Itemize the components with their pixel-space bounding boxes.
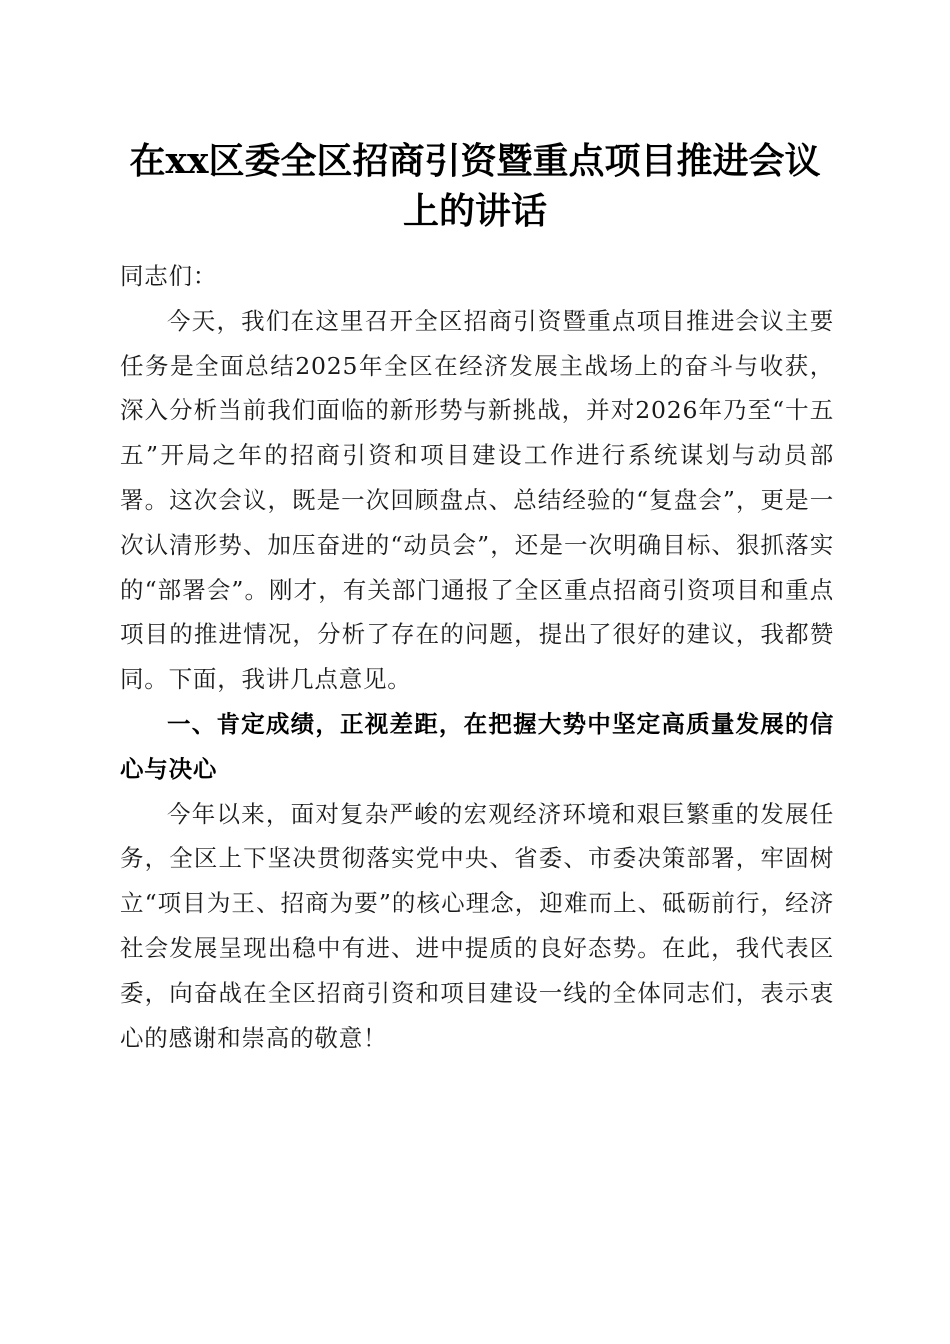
title-line-1: 在xx区委全区招商引资暨重点项目推进会议 bbox=[129, 140, 821, 182]
paragraph-achievements: 今年以来，面对复杂严峻的宏观经济环境和艰巨繁重的发展任务，全区上下坚决贯彻落实党中央、省委、市委决策部署，牢固树立“项目为王、招商为要”的核心理念，迎难而上、砥砺前行，经济社会发展呈现出稳中有进、进中提质的良好态势。在此，我代表区委，向奋战在全区招商引资和项目建设一线的全体同志们，表示衷心的感谢和崇高的敬意！ bbox=[120, 799, 834, 1052]
title-line-2: 上的讲话 bbox=[402, 190, 547, 232]
paragraph-opening: 今天，我们在这里召开全区招商引资暨重点项目推进会议主要任务是全面总结2025年全区在经济发展主战场上的奋斗与收获，深入分析当前我们面临的新形势与新挑战，并对2026年乃至“十五五”开局之年的招商引资和项目建设工作进行系统谋划与动员部署。这次会议，既是一次回顾盘点、总结经验的“复盘会”，更是一次认清形势、加压奋进的“动员会”，还是一次明确目标、狠抓落实的“部署会”。刚才，有关部门通报了全区重点招商引资项目和重点项目的推进情况，分析了存在的问题，提出了很好的建议，我都赞同。下面，我讲几点意见。 bbox=[120, 306, 834, 694]
document-title bbox=[90, 136, 860, 236]
document-body bbox=[120, 254, 834, 1060]
salutation: 同志们： bbox=[120, 262, 218, 290]
section-heading-1: 一、肯定成绩，正视差距，在把握大势中坚定高质量发展的信心与决心 bbox=[120, 709, 834, 783]
